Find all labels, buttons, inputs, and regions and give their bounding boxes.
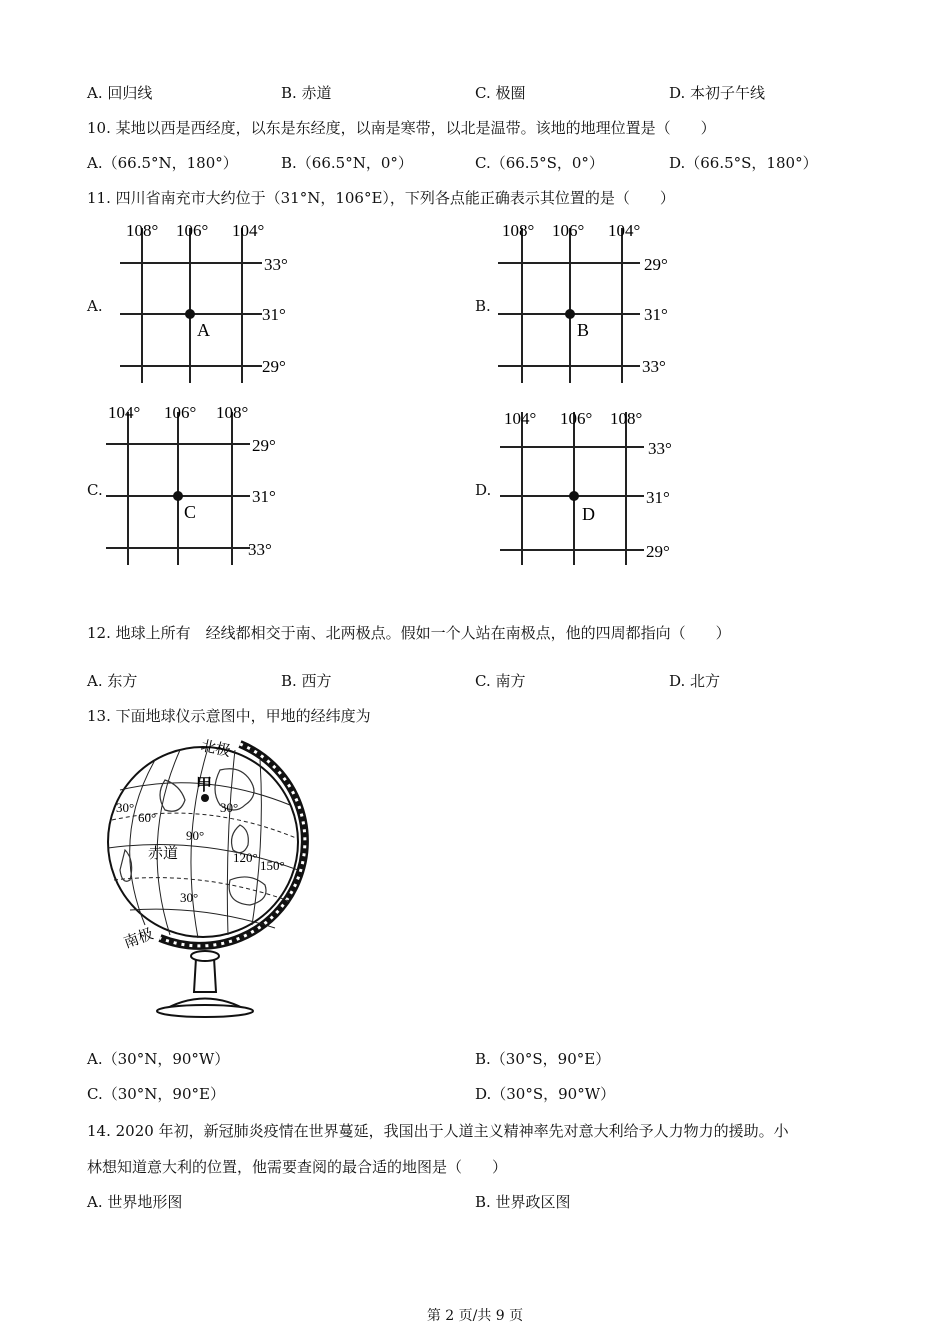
q10-option-b: B.（66.5°N，0°） [281, 154, 413, 172]
q11-grid-d [494, 400, 694, 570]
q13-option-c: C.（30°N，90°E） [87, 1085, 225, 1103]
q11-stem: 11. 四川省南充市大约位于（31°N，106°E），下列各点能正确表示其位置的是（ ） [87, 189, 675, 207]
lon-label: 104° [608, 221, 641, 240]
q9-option-d: D. 本初子午线 [669, 84, 766, 102]
q13-option-a: A.（30°N，90°W） [87, 1050, 230, 1068]
lon-label: 104° [232, 221, 265, 240]
q11-grid-d-label: D. [475, 481, 492, 499]
lon-label: 150° [260, 858, 285, 873]
q13-stem: 13. 下面地球仪示意图中，甲地的经纬度为 [87, 707, 371, 725]
lat-label: 30° [220, 800, 239, 815]
q12-stem: 12. 地球上所有 经线都相交于南、北两极点。假如一个人站在南极点，他的四周都指向（ ） [87, 624, 731, 642]
lat-label: 33° [248, 540, 272, 559]
point-jia-label: 甲 [196, 777, 213, 794]
point-a-dot [185, 309, 195, 319]
q10-option-c: C.（66.5°S，0°） [475, 154, 604, 172]
lat-label: 30° [180, 890, 199, 905]
q14-option-b: B. 世界政区图 [475, 1193, 571, 1211]
point-label: D [582, 504, 595, 524]
lon-label: 108° [216, 403, 249, 422]
q12-option-a: A. 东方 [87, 672, 138, 690]
globe-stem [194, 958, 216, 992]
lon-label: 104° [504, 409, 537, 428]
lon-label: 60° [138, 810, 157, 825]
q13-option-d: D.（30°S，90°W） [475, 1085, 616, 1103]
q13-globe-figure [100, 730, 315, 1020]
q12-option-b: B. 西方 [281, 672, 332, 690]
lon-label: 106° [560, 409, 593, 428]
lat-label: 33° [642, 357, 666, 376]
q14-stem-line1: 14. 2020 年初，新冠肺炎疫情在世界蔓延，我国出于人道主义精神率先对意大利给予人力物力的援助。小 [87, 1122, 789, 1140]
point-jia-dot [201, 794, 209, 802]
q14-stem-line2: 林想知道意大利的位置，他需要查阅的最合适的地图是（ ） [87, 1158, 508, 1176]
lat-label: 30° [116, 800, 135, 815]
q11-grid-b [490, 218, 690, 388]
lon-label: 106° [552, 221, 585, 240]
point-c-dot [173, 491, 183, 501]
lat-label: 29° [644, 255, 668, 274]
lon-label: 106° [176, 221, 209, 240]
lat-label: 31° [252, 487, 276, 506]
equator-label: 赤道 [148, 846, 179, 862]
q9-option-a: A. 回归线 [87, 84, 153, 102]
lon-label: 104° [108, 403, 141, 422]
point-d-dot [569, 491, 579, 501]
q11-grid-a-label: A. [87, 297, 103, 315]
lat-label: 29° [252, 436, 276, 455]
lat-label: 31° [644, 305, 668, 324]
q9-option-b: B. 赤道 [281, 84, 332, 102]
q11-grid-c [100, 400, 300, 570]
lat-label: 29° [262, 357, 286, 376]
point-label: C [184, 502, 197, 522]
q14-option-a: A. 世界地形图 [87, 1193, 183, 1211]
q12-option-c: C. 南方 [475, 672, 526, 690]
lon-label: 108° [126, 221, 159, 240]
lon-label: 120° [233, 850, 258, 865]
lat-label: 33° [648, 439, 672, 458]
lon-label: 106° [164, 403, 197, 422]
q11-grid-c-label: C. [87, 481, 103, 499]
q13-option-b: B.（30°S，90°E） [475, 1050, 611, 1068]
q12-option-d: D. 北方 [669, 672, 721, 690]
lat-label: 33° [264, 255, 288, 274]
south-pole-label: 南极 [121, 926, 156, 952]
q10-stem: 10. 某地以西是西经度，以东是东经度，以南是寒带，以北是温带。该地的地理位置是（ ） [87, 119, 716, 137]
point-label: A [197, 320, 210, 340]
lon-label: 108° [610, 409, 643, 428]
q10-option-d: D.（66.5°S，180°） [669, 154, 818, 172]
page-number: 第 2 页/共 9 页 [426, 1308, 524, 1324]
lat-label: 31° [262, 305, 286, 324]
q11-grid-a [112, 218, 302, 388]
q10-option-a: A.（66.5°N，180°） [87, 154, 238, 172]
point-label: B [577, 320, 590, 340]
lat-label: 31° [646, 488, 670, 507]
lat-label: 29° [646, 542, 670, 561]
q11-grid-b-label: B. [475, 297, 491, 315]
lon-label: 108° [502, 221, 535, 240]
north-pole-label: 北极 [199, 738, 232, 761]
q9-option-c: C. 极圈 [475, 84, 526, 102]
point-b-dot [565, 309, 575, 319]
lon-label: 90° [186, 828, 205, 843]
